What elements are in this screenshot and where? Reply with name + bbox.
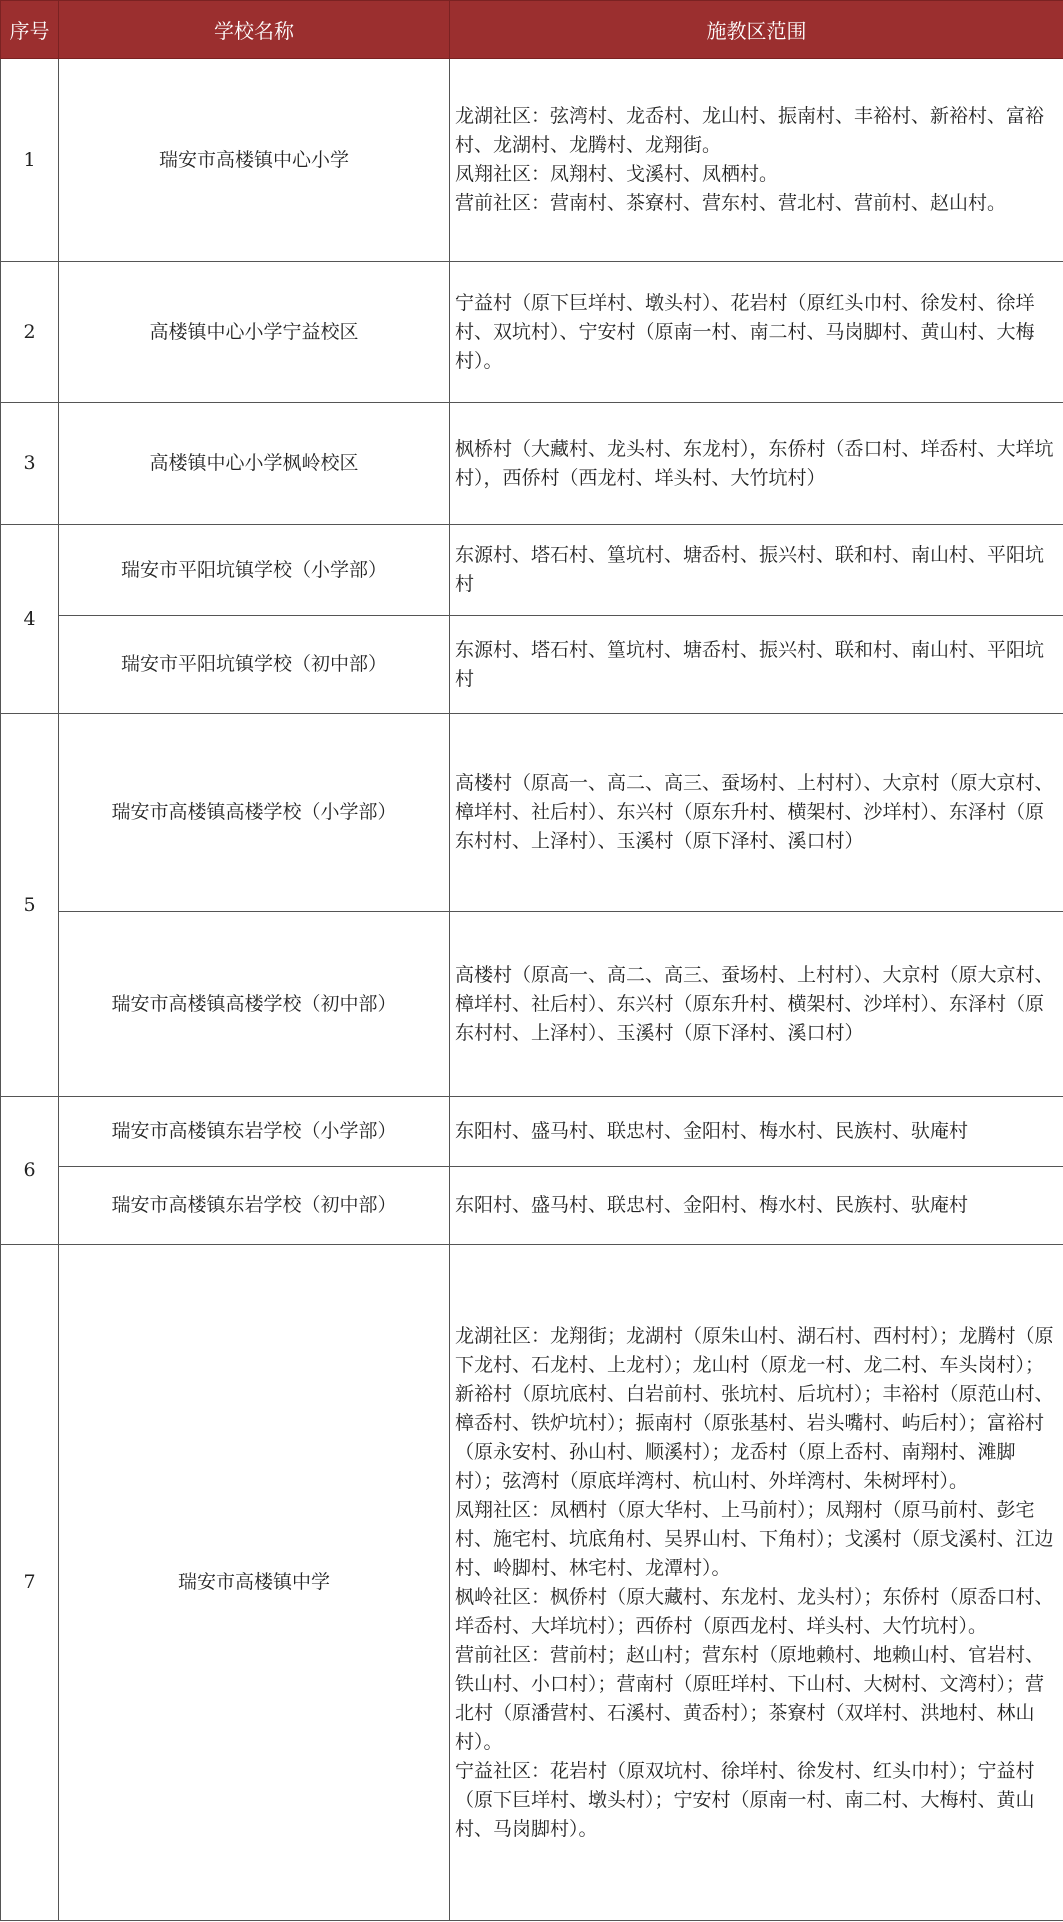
school-name: 高楼镇中心小学宁益校区 <box>59 262 450 403</box>
table-row <box>1 616 1063 714</box>
row-number: 5 <box>1 714 59 1097</box>
table-row <box>1 714 1063 912</box>
district-range: 宁益村（原下巨垟村、墩头村）、花岩村（原红头巾村、徐发村、徐垟村、双坑村）、宁安村（原南一村、南二村、马岗脚村、黄山村、大梅村）。 <box>450 262 1063 403</box>
table-row <box>1 525 1063 616</box>
district-range: 东源村、塔石村、篁坑村、塘岙村、振兴村、联和村、南山村、平阳坑村 <box>450 616 1063 714</box>
table-row <box>1 262 1063 403</box>
header-school-name: 学校名称 <box>59 1 450 59</box>
row-number: 3 <box>1 403 59 525</box>
table-row <box>1 912 1063 1097</box>
school-name: 高楼镇中心小学枫岭校区 <box>59 403 450 525</box>
table-header-row <box>1 1 1063 59</box>
school-name: 瑞安市高楼镇中心小学 <box>59 59 450 262</box>
district-range: 东阳村、盛马村、联忠村、金阳村、梅水村、民族村、驮庵村 <box>450 1097 1063 1167</box>
table-row <box>1 403 1063 525</box>
school-name: 瑞安市高楼镇东岩学校（小学部） <box>59 1097 450 1167</box>
table-row <box>1 1097 1063 1167</box>
table-row <box>1 1245 1063 1921</box>
header-district-range: 施教区范围 <box>450 1 1063 59</box>
school-name: 瑞安市高楼镇中学 <box>59 1245 450 1921</box>
school-name: 瑞安市高楼镇高楼学校（初中部） <box>59 912 450 1097</box>
district-range: 高楼村（原高一、高二、高三、蚕场村、上村村）、大京村（原大京村、樟垟村、社后村）、东兴村（原东升村、横架村、沙垟村）、东泽村（原东村村、上泽村）、玉溪村（原下泽村、溪口村） <box>450 912 1063 1097</box>
row-number: 2 <box>1 262 59 403</box>
table-row <box>1 1167 1063 1245</box>
district-range: 龙湖社区：弦湾村、龙岙村、龙山村、振南村、丰裕村、新裕村、富裕村、龙湖村、龙腾村、龙翔街。 凤翔社区：凤翔村、戈溪村、凤栖村。 营前社区：营南村、茶寮村、营东村、营北村、营前村、赵山村。 <box>450 59 1063 262</box>
row-number: 4 <box>1 525 59 714</box>
school-name: 瑞安市高楼镇东岩学校（初中部） <box>59 1167 450 1245</box>
district-range: 枫桥村（大藏村、龙头村、东龙村），东侨村（岙口村、垟岙村、大垟坑村），西侨村（西龙村、垟头村、大竹坑村） <box>450 403 1063 525</box>
row-number: 6 <box>1 1097 59 1245</box>
row-number: 7 <box>1 1245 59 1921</box>
district-range: 东阳村、盛马村、联忠村、金阳村、梅水村、民族村、驮庵村 <box>450 1167 1063 1245</box>
district-range: 东源村、塔石村、篁坑村、塘岙村、振兴村、联和村、南山村、平阳坑村 <box>450 525 1063 616</box>
table-row <box>1 59 1063 262</box>
district-range: 高楼村（原高一、高二、高三、蚕场村、上村村）、大京村（原大京村、樟垟村、社后村）、东兴村（原东升村、横架村、沙垟村）、东泽村（原东村村、上泽村）、玉溪村（原下泽村、溪口村） <box>450 714 1063 912</box>
district-range: 龙湖社区：龙翔街；龙湖村（原朱山村、湖石村、西村村）；龙腾村（原下龙村、石龙村、上龙村）；龙山村（原龙一村、龙二村、车头岗村）；新裕村（原坑底村、白岩前村、张坑村、后坑村）；丰裕村（原范山村、樟岙村、铁炉坑村）；振南村（原张基村、岩头嘴村、屿后村）；富裕村（原永安村、孙山村、顺溪村）；龙岙村（原上岙村、南翔村、滩脚村）；弦湾村（原底垟湾村、杭山村、外垟湾村、朱树坪村）。 凤翔社区：凤栖村（原大华村、上马前村）；凤翔村（原马前村、彭宅村、施宅村、坑底角村、吴界山村、下角村）；戈溪村（原戈溪村、江边村、岭脚村、林宅村、龙潭村）。 枫岭社区：枫侨村（原大藏村、东龙村、龙头村）；东侨村（原岙口村、垟岙村、大垟坑村）；西侨村（原西龙村、垟头村、大竹坑村）。 营前社区：营前村；赵山村；营东村（原地赖村、地赖山村、官岩村、铁山村、小口村）；营南村（原旺垟村、下山村、大树村、文湾村）；营北村（原潘营村、石溪村、黄岙村）；茶寮村（双垟村、洪地村、林山村）。 宁益社区：花岩村（原双坑村、徐垟村、徐发村、红头巾村）；宁益村（原下巨垟村、墩头村）；宁安村（原南一村、南二村、大梅村、黄山村、马岗脚村）。 <box>450 1245 1063 1921</box>
header-no: 序号 <box>1 1 59 59</box>
school-name: 瑞安市高楼镇高楼学校（小学部） <box>59 714 450 912</box>
school-name: 瑞安市平阳坑镇学校（小学部） <box>59 525 450 616</box>
school-name: 瑞安市平阳坑镇学校（初中部） <box>59 616 450 714</box>
row-number: 1 <box>1 59 59 262</box>
